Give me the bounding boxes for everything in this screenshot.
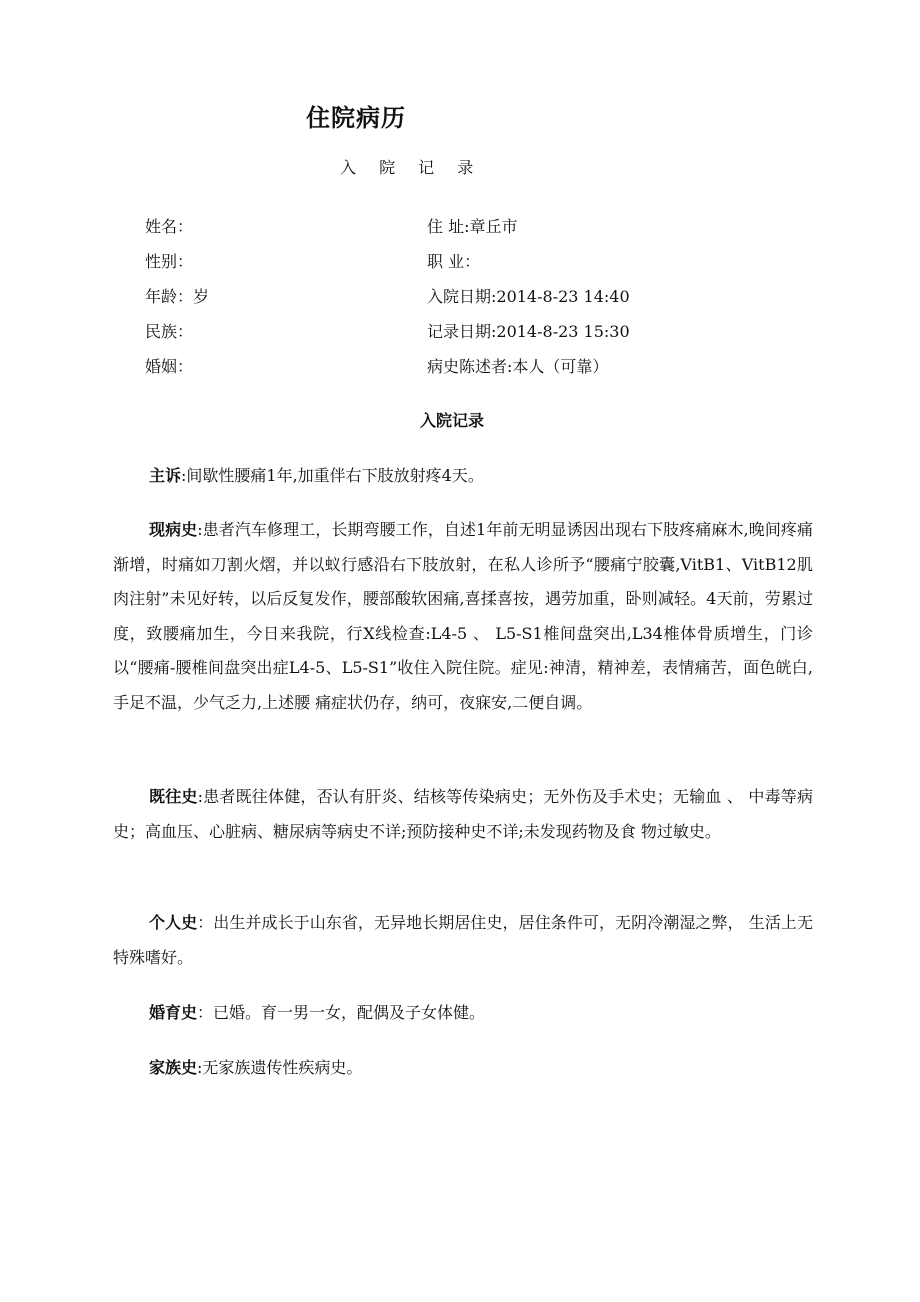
- past-history-paragraph: [113, 780, 813, 849]
- document-title: 住院病历: [306, 104, 406, 132]
- occupation-field: 职 业：: [427, 252, 481, 271]
- age-field: 年龄：岁: [145, 287, 210, 306]
- personal-history-paragraph: [113, 906, 813, 975]
- name-field: 姓名：: [145, 217, 194, 236]
- document-subtitle: 入 院 记 录: [340, 158, 483, 177]
- marital-history-heading: 婚育史: [149, 1003, 198, 1022]
- past-history-heading: 既往史: [149, 787, 198, 806]
- address-field: 住 址:章丘市: [427, 217, 518, 236]
- chief-complaint-paragraph: [113, 459, 813, 494]
- personal-history-heading: 个人史: [149, 913, 198, 932]
- narrator-field: 病史陈述者:本人（可靠）: [427, 357, 609, 376]
- personal-history-text: ：出生并成长于山东省，无异地长期居住史，居住条件可，无阴冷潮湿之弊， 生活上无特殊嗜好。: [113, 913, 813, 967]
- marital-history-text: ：已婚。育一男一女，配偶及子女体健。: [197, 1003, 486, 1022]
- ethnicity-field: 民族：: [145, 322, 194, 341]
- gender-field: 性别：: [145, 252, 194, 271]
- marital-history-paragraph: [113, 996, 813, 1031]
- present-illness-paragraph: [113, 513, 813, 720]
- admission-date-field: 入院日期:2014-8-23 14:40: [427, 287, 630, 306]
- marital-field: 婚姻：: [145, 357, 194, 376]
- present-illness-text: :患者汽车修理工，长期弯腰工作，自述1年前无明显诱因出现右下肢疼痛麻木,晚间疼痛渐增，时痛如刀割火熠，并以蚁行感沿右下肢放射，在私人诊所予“腰痛宁胶囊,VitB1、VitB12肌肉注射”未见好转，以后反复发作，腰部酸软困痛,喜揉喜按，遇劳加重，卧则减轻。4天前，劳累过度，致腰痛加生，今日来我院，行X线检查:L4-5 、 L5-S1椎间盘突出,L34椎体骨质增生，门诊以“腰痛-腰椎间盘突出症L4-5、L5-S1”收住入院住院。症见:神清，精神差，表情痛苦，面色㿠白,手足不温，少气乏力,上述腰 痛症状仍存，纳可，夜寐安,二便自调。: [113, 520, 813, 712]
- present-illness-heading: 现病史: [149, 520, 198, 539]
- chief-complaint-text: :间歇性腰痛1年,加重伴右下肢放射疼4天。: [181, 466, 484, 485]
- family-history-heading: 家族史: [149, 1058, 198, 1077]
- record-date-field: 记录日期:2014-8-23 15:30: [427, 322, 630, 341]
- past-history-text: :患者既往体健，否认有肝炎、结核等传染病史；无外伤及手术史；无输血 、 中毒等病史；高血压、心脏病、糖尿病等病史不详;预防接种史不详;未发现药物及食 物过敏史。: [113, 787, 813, 841]
- family-history-text: :无家族遗传性疾病史。: [197, 1058, 363, 1077]
- family-history-paragraph: [113, 1051, 813, 1086]
- admission-record-heading: 入院记录: [420, 411, 485, 430]
- chief-complaint-heading: 主诉: [149, 466, 182, 485]
